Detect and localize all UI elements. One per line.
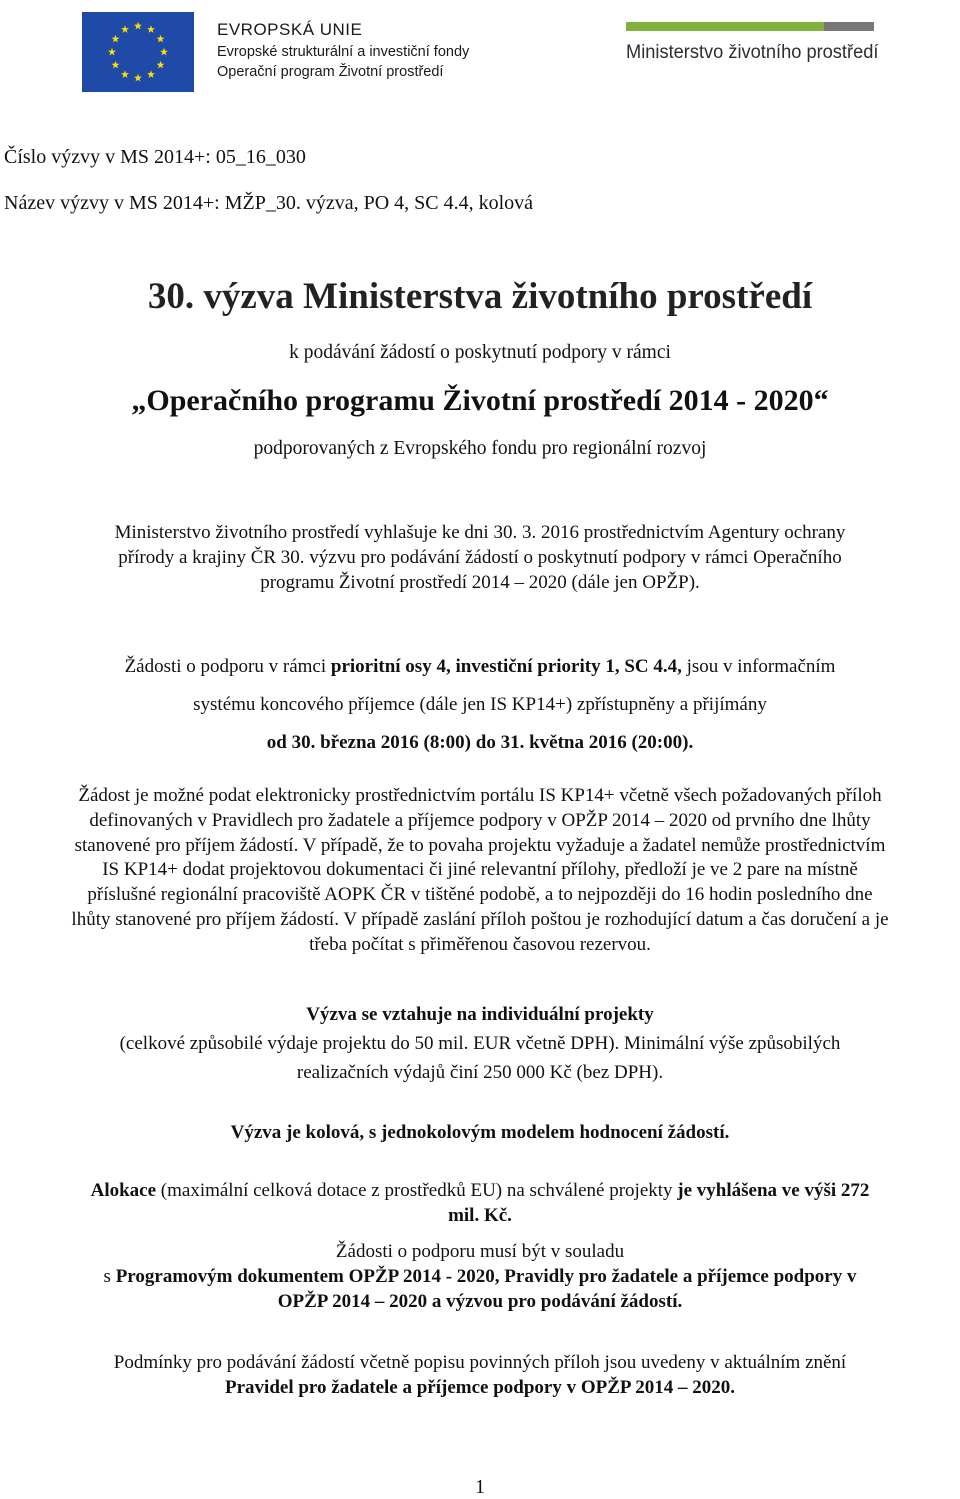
eu-logo-text: [217, 20, 469, 82]
eu-star: [134, 74, 142, 82]
allocation-paragraph: [80, 1178, 880, 1228]
announcement-paragraph: Ministerstvo životního prostředí vyhlašuje ke dni 30. 3. 2016 prostřednictvím Agentury ochrany přírody a krajiny ČR 30. výzvu pro podávání žádostí o poskytnutí podpory v rámci Operačního programu Životní prostředí 2014 – 2020 (dále jen OPŽP).: [114, 522, 846, 593]
eu-star: [147, 25, 155, 33]
p4-line3: realizačních výdajů činí 250 000 Kč (bez DPH).: [296, 1062, 664, 1083]
p6-text: (maximální celková dotace z prostředků EU) na schválené projekty: [156, 1180, 678, 1201]
ministry-logo-text: Ministerstvo životního prostředí: [626, 42, 879, 63]
compliance-paragraph: [80, 1239, 880, 1314]
eu-line2: Evropské strukturální a investiční fondy: [217, 44, 470, 60]
p4-heading: Výzva se vztahuje na individuální projekty: [306, 1004, 654, 1025]
eu-star: [157, 35, 165, 43]
submission-details-paragraph: Žádost je možné podat elektronicky prostřednictvím portálu IS KP14+ včetně všech požadovaných příloh definovaných v Pravidlech pro žadatele a příjemce podpory v OPŽP 2014 – 2020 od prvního dne lhůty stanovené pro příjem žádostí. V případě, že to povaha projektu vyžaduje a žadatel nemůže prostřednictvím IS KP14+ dodat projektovou dokumentaci či jiné relevantní přílohy, předloží je ve 2 pare na místně příslušné regionální pracoviště AOPK ČR v tištěné podobě, a to nejpozději do 16 hodin posledního dne lhůty stanovené pro příjem žádostí. V případě zaslání příloh poštou je rozhodující datum a čas doručení a je třeba počítat s přiměřenou časovou rezervou.: [71, 785, 889, 955]
individual-projects-paragraph: [80, 1000, 880, 1087]
conditions-paragraph: [80, 1350, 880, 1400]
p2-priority-axis: prioritní osy 4, investiční priority 1, SC 4.4,: [330, 656, 682, 677]
p7-documents: Programovým dokumentem OPŽP 2014 - 2020, Pravidly pro žadatele a příjemce podpory v OPŽP 2014 – 2020 a výzvou pro podávání žádostí.: [115, 1266, 857, 1312]
page-number: 1: [475, 1476, 485, 1498]
eu-star: [160, 48, 168, 56]
p2-text-a: Žádosti o podporu v rámci: [124, 656, 331, 677]
eu-flag-logo: [82, 12, 194, 92]
p8-rules-title: Pravidel pro žadatele a příjemce podpory v OPŽP 2014 – 2020.: [225, 1377, 735, 1398]
call-type-statement: Výzva je kolová, s jednokolovým modelem hodnocení žádostí.: [230, 1122, 730, 1143]
p6-amount: je vyhlášena ve výši 272 mil. Kč.: [448, 1180, 870, 1226]
p2-date-range: od 30. března 2016 (8:00) do 31. května 2016 (20:00).: [266, 732, 694, 753]
eu-star: [111, 35, 119, 43]
submission-period-paragraph: [80, 648, 880, 762]
eu-star: [111, 61, 119, 69]
call-name: Název výzvy v MS 2014+: MŽP_30. výzva, PO 4, SC 4.4, kolová: [4, 192, 534, 214]
subtitle-2: podporovaných z Evropského fondu pro regionální rozvoj: [253, 438, 707, 459]
eu-star: [121, 25, 129, 33]
p8-line1: Podmínky pro podávání žádostí včetně popisu povinných příloh jsou uvedeny v aktuálním znění: [113, 1352, 847, 1373]
program-name: „Operačního programu Životní prostředí 2014 - 2020“: [131, 384, 829, 417]
subtitle-1: k podávání žádostí o poskytnutí podpory v rámci: [289, 342, 671, 363]
p4-line2: (celkové způsobilé výdaje projektu do 50 mil. EUR včetně DPH). Minimální výše způsobilých: [119, 1033, 841, 1054]
eu-line3: Operační program Životní prostředí: [217, 64, 444, 80]
eu-star: [157, 61, 165, 69]
eu-star: [121, 70, 129, 78]
call-number: Číslo výzvy v MS 2014+: 05_16_030: [4, 146, 306, 168]
ministry-logo-bar: [626, 22, 874, 31]
eu-star: [134, 22, 142, 30]
page-title: 30. výzva Ministerstva životního prostředí: [147, 276, 813, 317]
eu-star: [108, 48, 116, 56]
p7-prefix: s: [103, 1266, 116, 1287]
eu-line1: EVROPSKÁ UNIE: [217, 20, 363, 39]
eu-star: [147, 70, 155, 78]
p2-line2: systému koncového příjemce (dále jen IS KP14+) zpřístupněny a přijímány: [193, 694, 767, 715]
p7-line1: Žádosti o podporu musí být v souladu: [335, 1241, 625, 1262]
p6-allocation-label: Alokace: [90, 1180, 157, 1201]
eu-stars-icon: [82, 12, 194, 92]
p2-text-c: jsou v informačním: [681, 656, 836, 677]
